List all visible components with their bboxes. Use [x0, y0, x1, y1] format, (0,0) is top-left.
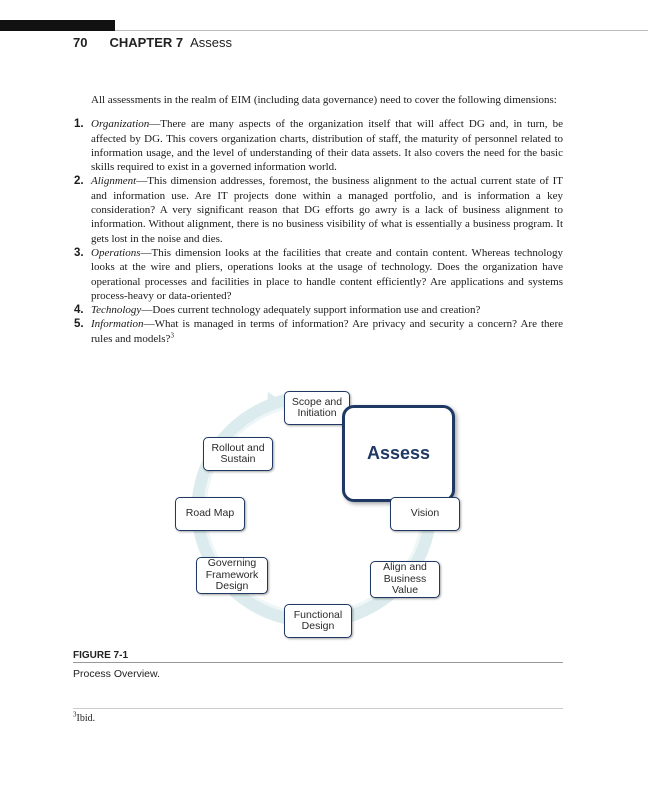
footnote-text: Ibid. — [76, 713, 96, 724]
figure-rule — [73, 662, 563, 663]
top-rule — [115, 30, 648, 31]
item-text: —What is managed in terms of information? Are privacy and security a concern? Are there rules and models? — [91, 318, 563, 345]
footnote — [73, 710, 96, 724]
step-vision: Vision — [390, 497, 460, 531]
item-number: 2. — [74, 175, 84, 188]
figure-caption: Process Overview. — [73, 668, 160, 680]
step-governing-framework-design: Governing Framework Design — [196, 557, 268, 594]
top-bar — [0, 20, 115, 31]
body-text — [74, 93, 563, 346]
item-text: —Does current technology adequately support information use and creation? — [141, 304, 481, 317]
step-assess-highlighted: Assess — [342, 405, 455, 502]
footnote-rule — [73, 708, 563, 709]
chapter-label: CHAPTER 7 — [109, 35, 184, 50]
footnote-ref: 3 — [170, 331, 174, 340]
item-term: Operations — [91, 246, 141, 259]
list-item — [74, 174, 563, 245]
list-item — [74, 303, 563, 317]
list-item — [74, 117, 563, 174]
chapter-title: Assess — [190, 35, 232, 50]
item-term: Information — [91, 318, 144, 331]
dimension-list — [74, 117, 563, 346]
item-term: Technology — [91, 304, 142, 317]
list-item — [74, 246, 563, 303]
list-item — [74, 317, 563, 346]
step-align-and-business-value: Align and Business Value — [370, 561, 440, 598]
item-term: Organization — [91, 118, 150, 131]
intro-paragraph: All assessments in the realm of EIM (including data governance) need to cover the following dimensions: — [91, 94, 557, 106]
step-scope-and-initiation: Scope and Initiation — [284, 391, 350, 425]
running-header — [73, 35, 232, 50]
item-number: 3. — [74, 246, 84, 259]
item-number: 4. — [74, 304, 84, 317]
item-text: —This dimension addresses, foremost, the business alignment to the actual current state of IT and information use. Are IT projects done within a managed portfolio, and is information a key consideration? A very significant reason that DG efforts go awry is a lack of business alignment to information. Without alignment, there is no business visibility of what is essentially a business program. It gets lost in the noise and dies. — [91, 175, 563, 245]
footnote-marker: 3 — [73, 710, 77, 719]
step-rollout-and-sustain: Rollout and Sustain — [203, 437, 273, 471]
figure-label: FIGURE 7-1 — [73, 650, 129, 661]
step-functional-design: Functional Design — [284, 604, 352, 638]
item-number: 5. — [74, 318, 84, 331]
step-road-map: Road Map — [175, 497, 245, 531]
item-term: Alignment — [91, 175, 137, 188]
item-text: —There are many aspects of the organization itself that will affect DG and, in turn, be affected by DG. This covers organization charts, distribution of staff, the maturity of personnel related to information usage, and the level of understanding of their data assets. It also covers the need for the basic skills required to exist in a governed information world. — [91, 118, 563, 174]
page-number: 70 — [73, 35, 88, 50]
item-text: —This dimension looks at the facilities that create and contain content. Whereas technology looks at the wire and pliers, operations looks at the usage of technology. Does the organization have operational processes and facilities in place to handle content efficiently? Are applications and systems process-heavy or data-oriented? — [91, 246, 563, 302]
item-number: 1. — [74, 118, 84, 131]
